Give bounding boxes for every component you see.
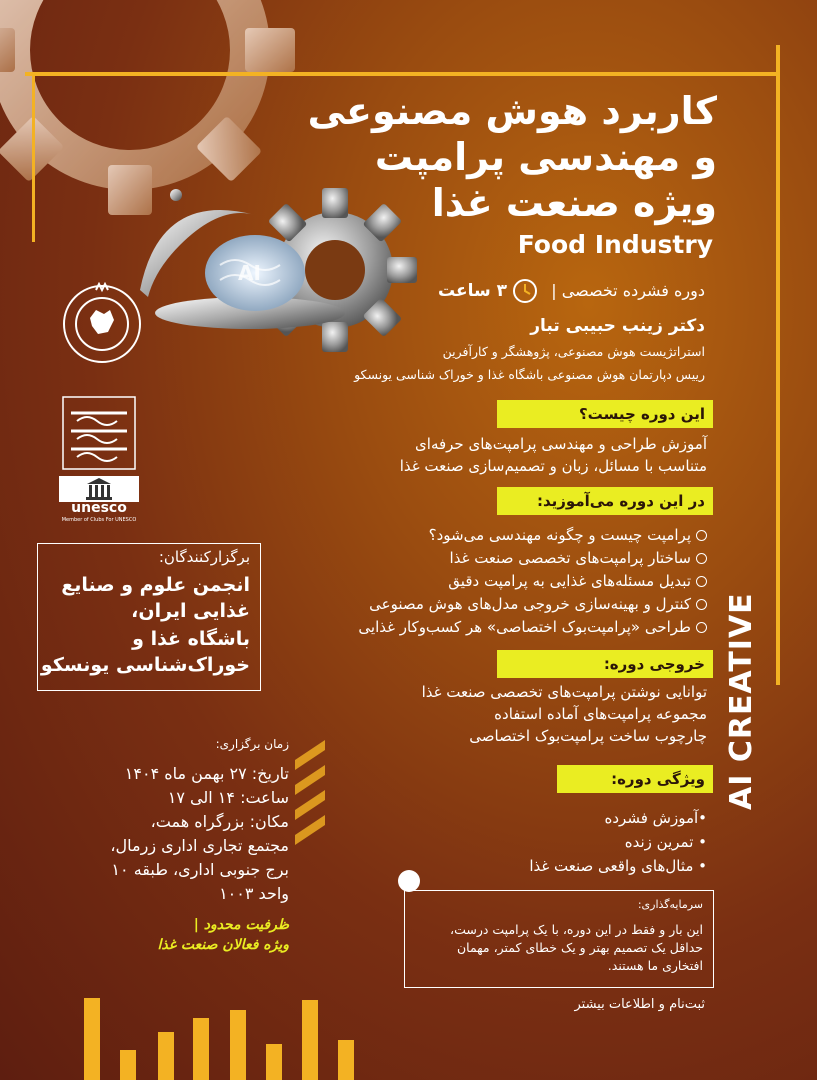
- instructor-name: دکتر زینب حبیبی تبار: [530, 316, 705, 336]
- brand-vertical-text: AI CREATIVE: [724, 592, 759, 810]
- feature-item: • تمرین زنده: [624, 833, 707, 851]
- section-features-text: [529, 806, 707, 878]
- schedule-place: برج جنوبی اداری، طبقه ۱۰: [111, 860, 289, 879]
- title-line3: ویژه صنعت غذا: [431, 181, 717, 225]
- circle-bullet-icon: [696, 599, 707, 610]
- bar-decoration: [338, 1040, 354, 1080]
- register-link[interactable]: ثبت‌نام و اطلاعات بیشتر: [574, 997, 705, 1012]
- schedule-date: تاریخ: ۲۷ بهمن ماه ۱۴۰۴: [124, 764, 289, 783]
- circle-bullet-icon: [696, 553, 707, 564]
- capacity-line1: ظرفیت محدود |: [193, 917, 289, 933]
- decorative-stripes: [295, 740, 325, 870]
- capacity-note: [158, 915, 290, 955]
- title-line2: و مهندسی پرامپت: [374, 135, 717, 179]
- bar-decoration: [84, 998, 100, 1080]
- circle-bullet-icon: [696, 530, 707, 541]
- title-line1: کاربرد هوش مصنوعی: [307, 89, 717, 133]
- schedule-place: واحد ۱۰۰۳: [219, 884, 289, 903]
- investment-box: [404, 890, 714, 988]
- frame-top-line: [25, 72, 780, 76]
- frame-right-line: [776, 45, 780, 685]
- what-line1: آموزش طراحی و مهندسی پرامپت‌های حرفه‌ای: [415, 435, 707, 453]
- output-item: مجموعه پرامپت‌های آماده استفاده: [494, 705, 707, 723]
- food-club-logo: [57, 391, 141, 473]
- section-what-header: این دوره چیست؟: [497, 400, 713, 428]
- frame-left-line: [32, 72, 35, 242]
- learn-item: [358, 618, 707, 636]
- what-line2: متناسب با مسائل، زبان و تصمیم‌سازی صنعت غذا: [399, 457, 707, 475]
- unesco-temple-logo: [59, 476, 139, 502]
- ai-badge-text: AI: [238, 261, 261, 285]
- section-features-header: ویژگی دوره:: [557, 765, 713, 793]
- section-what-text: [400, 433, 707, 477]
- investment-text: این بار و فقط در این دوره، با یک پرامپت درست، حداقل یک تصمیم بهتر و یک خطای کمتر، مهمان افتخاری ما هستند.: [450, 922, 703, 973]
- bar-decoration: [266, 1044, 282, 1080]
- learn-item: [369, 595, 707, 613]
- clock-icon: [512, 278, 538, 304]
- schedule-label: زمان برگزاری:: [215, 737, 289, 751]
- capacity-line2: ویژه فعالان صنعت غذا: [157, 937, 289, 953]
- bar-decoration: [158, 1032, 174, 1080]
- organizer-1: انجمن علوم و صنایع غذایی ایران،: [61, 574, 250, 622]
- organizers-box: [37, 543, 261, 691]
- organizer-2: باشگاه غذا و خوراک‌شناسی یونسکو: [40, 628, 250, 676]
- learn-item-text: طراحی «پرامپت‌بوک اختصاصی» هر کسب‌وکار غذایی: [358, 618, 691, 636]
- feature-item: • مثال‌های واقعی صنعت غذا: [529, 857, 707, 875]
- learn-item: [429, 526, 707, 544]
- temple-icon: [59, 476, 139, 502]
- output-item: توانایی نوشتن پرامپت‌های تخصصی صنعت غذا: [421, 683, 707, 701]
- schedule-place: مجتمع تجاری اداری زرمال،: [110, 836, 289, 855]
- bar-decoration: [120, 1050, 136, 1080]
- learn-item: [450, 549, 707, 567]
- bar-decoration: [302, 1000, 318, 1080]
- organizers-label: برگزارکنندگان:: [158, 548, 250, 566]
- output-item: چارچوب ساخت پرامپت‌بوک اختصاصی: [469, 727, 707, 745]
- instructor-role1: استراتژیست هوش مصنوعی، پژوهشگر و کارآفرین: [442, 344, 705, 359]
- schedule-place: مکان: بزرگراه همت،: [150, 812, 289, 831]
- learn-item-text: کنترل و بهینه‌سازی خروجی مدل‌های هوش مصنوعی: [369, 595, 691, 613]
- bar-decoration: [230, 1010, 246, 1080]
- course-type: دوره فشرده تخصصی |: [551, 281, 705, 300]
- schedule-time: ساعت: ۱۴ الی ۱۷: [167, 788, 289, 807]
- unesco-name: unesco: [71, 500, 127, 516]
- title-english: Food Industry: [517, 230, 713, 259]
- section-learn-header: در این دوره می‌آموزید:: [497, 487, 713, 515]
- learn-item-text: پرامپت چیست و چگونه مهندسی می‌شود؟: [428, 526, 691, 544]
- instructor-role2: رییس دپارتمان هوش مصنوعی باشگاه غذا و خوراک شناسی یونسکو: [354, 367, 705, 382]
- feature-item: •آموزش فشرده: [604, 809, 707, 827]
- section-output-text: [422, 681, 707, 747]
- unesco-member-text: Member of Clubs For UNESCO: [61, 517, 137, 523]
- investment-title: سرمایه‌گذاری:: [637, 898, 703, 911]
- learn-item: [448, 572, 707, 590]
- poster-title: [297, 88, 717, 226]
- learn-item-text: ساختار پرامپت‌های تخصصی صنعت غذا: [449, 549, 691, 567]
- iran-food-association-logo: [60, 282, 144, 366]
- decorative-dot: [398, 870, 420, 892]
- section-output-header: خروجی دوره:: [497, 650, 713, 678]
- bar-decoration: [193, 1018, 209, 1080]
- learn-item-text: تبدیل مسئله‌های غذایی به پرامپت دقیق: [448, 572, 691, 590]
- circle-bullet-icon: [696, 622, 707, 633]
- course-hours: ۳ ساعت: [437, 281, 507, 301]
- circle-bullet-icon: [696, 576, 707, 587]
